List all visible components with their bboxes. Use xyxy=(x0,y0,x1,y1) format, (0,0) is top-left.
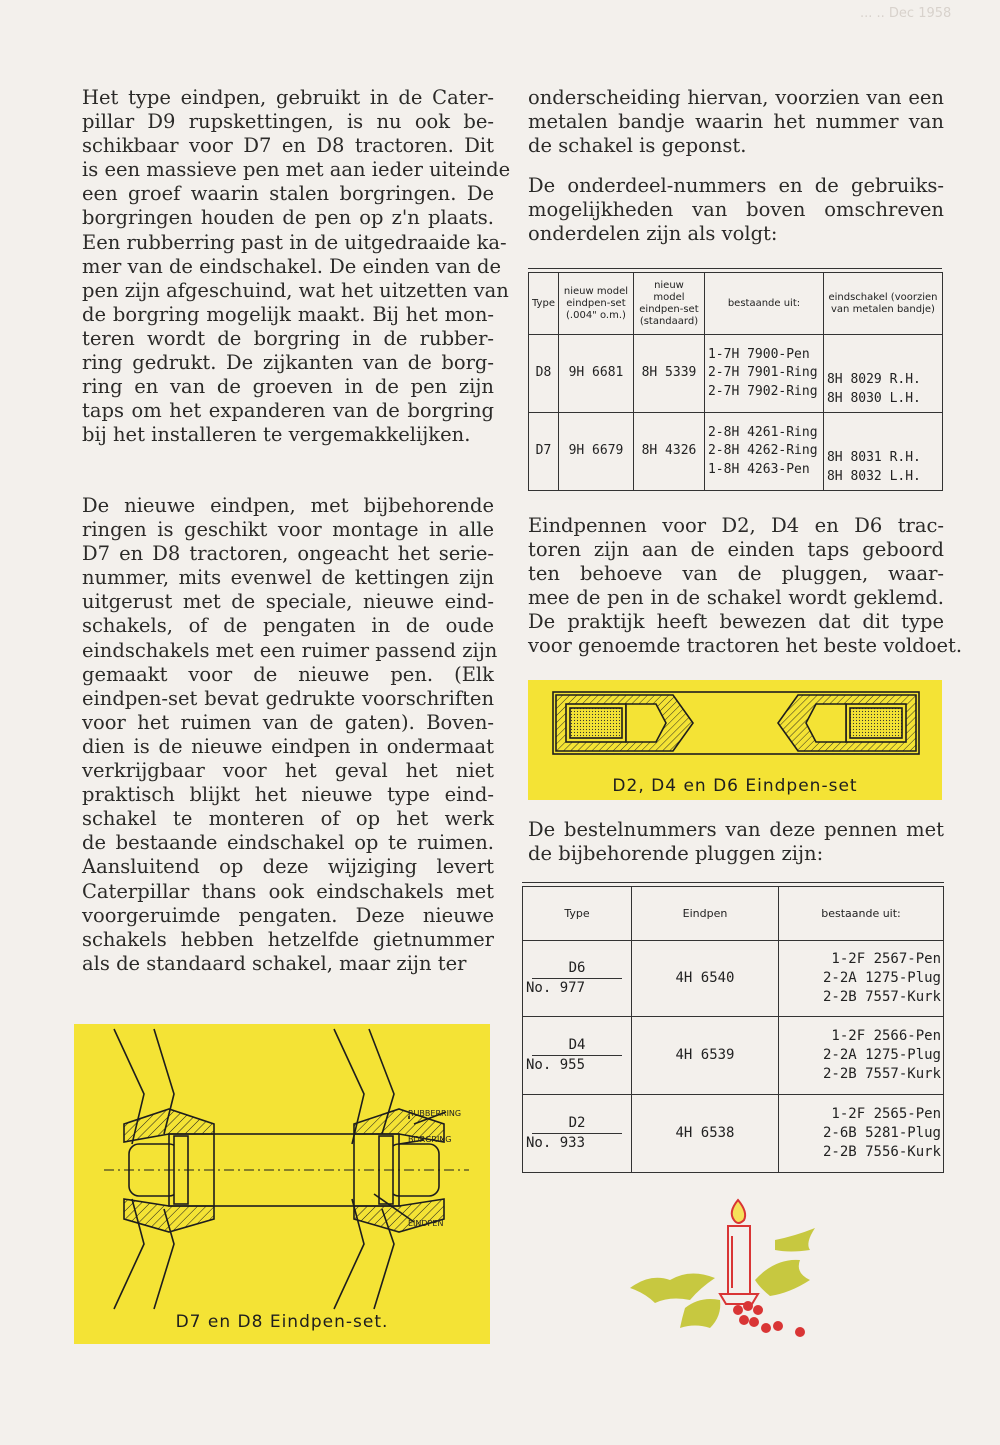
text-line: mee de pen in de schakel wordt geklemd. xyxy=(528,586,944,610)
header-parts: bestaande uit: xyxy=(779,887,944,941)
type-label: D2 xyxy=(532,1114,622,1134)
text-line: de bijbehorende pluggen zijn: xyxy=(528,842,824,866)
header-link: eindschakel (voorzien van metalen bandje) xyxy=(823,273,942,335)
holly-leaf-icon xyxy=(630,1228,815,1328)
text-line: gemaakt voor de nieuwe pen. (Elk xyxy=(82,662,494,686)
table-row xyxy=(523,1017,944,1095)
parts-table-d2-d4-d6 xyxy=(522,886,944,1173)
text-line: ringen is geschikt voor montage in alle xyxy=(82,518,494,542)
cell-link xyxy=(823,335,942,413)
text-line: voorgeruimde pengaten. Deze nieuwe xyxy=(82,903,494,927)
label-rubberring: RUBBERRING xyxy=(408,1109,462,1118)
text-line: eindschakels met een ruimer passend zijn xyxy=(82,638,498,662)
part-line: 2-2A 1275-Plug xyxy=(822,970,941,986)
text-line: metalen bandje waarin het nummer van xyxy=(528,110,944,134)
candle-icon xyxy=(720,1200,758,1304)
cell-eindpen: 4H 6540 xyxy=(632,941,779,1017)
text-line: ring gedrukt. De zijkanten van de borg- xyxy=(82,351,494,375)
text-line: de schakel is geponst. xyxy=(528,134,747,158)
part-line: 2-2B 7557-Kurk xyxy=(822,989,941,1005)
figure-d2-d4-d6-eindpen-set xyxy=(528,680,942,800)
text-line: De praktijk heeft bewezen dat dit type xyxy=(528,610,944,634)
label-borgring: BORGRING xyxy=(408,1135,452,1144)
part-line: 2-2A 1275-Plug xyxy=(822,1047,941,1063)
part-line: 1-2F 2567-Pen xyxy=(831,951,941,967)
part-line: 2-6B 5281-Plug xyxy=(822,1125,941,1141)
text-line: een groef waarin stalen borgringen. De xyxy=(82,182,494,206)
part-line: 1-2F 2565-Pen xyxy=(831,1106,941,1122)
figure-d7-d8-eindpen-set xyxy=(74,1024,490,1344)
text-line: Een rubberring past in de uitgedraaide ka- xyxy=(82,230,507,254)
table-header-row xyxy=(523,887,944,941)
text-line: Eindpennen voor D2, D4 en D6 trac- xyxy=(528,514,944,537)
cell-type xyxy=(523,1017,632,1095)
cell-standard: 8H 5339 xyxy=(633,335,704,413)
type-number: No. 977 xyxy=(526,980,586,996)
text-line: mer van de eindschakel. De einden van de xyxy=(82,254,502,278)
cell-link xyxy=(823,413,942,491)
text-line: de borgring mogelijk maakt. Bij het mon- xyxy=(82,302,494,326)
table-header-row xyxy=(529,273,943,335)
table-row xyxy=(529,335,943,413)
link-line: 8H 8031 R.H. xyxy=(826,450,921,465)
header-parts: bestaande uit: xyxy=(704,273,823,335)
text-line: is een massieve pen met aan ieder uiteinde xyxy=(82,158,511,182)
text-line: Het type eindpen, gebruikt in de Cater- xyxy=(82,86,494,109)
text-line: pillar D9 rupskettingen, is nu ook be- xyxy=(82,110,494,134)
part-line: 2-2B 7557-Kurk xyxy=(822,1066,941,1082)
cell-oversize: 9H 6681 xyxy=(558,335,633,413)
cell-type: D8 xyxy=(529,335,559,413)
text-line: voor genoemde tractoren het beste voldoet. xyxy=(528,634,963,658)
text-line: De bestelnummers van deze pennen met xyxy=(528,818,944,841)
right-paragraph-4 xyxy=(528,818,944,866)
cell-parts xyxy=(779,1017,944,1095)
text-line: D7 en D8 tractoren, ongeacht het serie- xyxy=(82,542,494,566)
cell-standard: 8H 4326 xyxy=(633,413,704,491)
text-line: taps om het expanderen van de borgring xyxy=(82,399,494,423)
text-line: De nieuwe eindpen, met bijbehorende xyxy=(82,494,494,517)
text-line: voor het ruimen van de gaten). Boven- xyxy=(82,710,494,734)
text-line: nummer, mits evenwel de kettingen zijn xyxy=(82,566,494,590)
text-line: uitgerust met de speciale, nieuwe eind- xyxy=(82,590,494,614)
type-number: No. 955 xyxy=(526,1057,586,1073)
label-eindpen: EINDPEN xyxy=(408,1219,444,1228)
text-line: praktisch blijkt het nieuwe type eind- xyxy=(82,783,494,807)
cell-eindpen: 4H 6538 xyxy=(632,1095,779,1173)
text-line: schakel te monteren of op het werk xyxy=(82,807,494,831)
header-eindpen: Eindpen xyxy=(632,887,779,941)
table2-top-rule xyxy=(522,882,944,883)
part-line: 2-8H 4261-Ring xyxy=(707,424,818,440)
cell-parts xyxy=(704,335,823,413)
right-paragraph-1 xyxy=(528,86,944,158)
text-line: dien is de nieuwe eindpen in ondermaat xyxy=(82,734,494,758)
parts-table-d7-d8 xyxy=(528,272,943,491)
type-label: D4 xyxy=(532,1036,622,1056)
part-line: 1-7H 7900-Pen xyxy=(707,346,810,362)
holly-berries-icon xyxy=(733,1301,805,1337)
part-line: 2-7H 7902-Ring xyxy=(707,383,818,399)
table1-top-rule xyxy=(528,268,942,269)
type-label: D6 xyxy=(532,959,622,979)
text-line: mogelijkheden van boven omschreven xyxy=(528,198,944,222)
text-line: De onderdeel-nummers en de gebruiks- xyxy=(528,174,944,197)
link-line: 8H 8029 R.H. xyxy=(826,372,921,387)
cell-parts xyxy=(779,1095,944,1173)
text-line: bij het installeren te vergemakkelijken. xyxy=(82,423,471,447)
part-line: 1-8H 4263-Pen xyxy=(707,461,810,477)
left-paragraph-1 xyxy=(82,86,511,447)
text-line: pen zijn afgeschuind, wat het uitzetten van xyxy=(82,278,509,302)
plug-pin-diagram xyxy=(528,680,942,770)
figure-caption-d2-d4-d6: D2, D4 en D6 Eindpen-set xyxy=(612,776,858,796)
text-line: Caterpillar thans ook eindschakels met xyxy=(82,879,494,903)
candle-holly-decoration xyxy=(620,1188,860,1348)
text-line: ten behoeve van de pluggen, waar- xyxy=(528,562,944,586)
header-type: Type xyxy=(523,887,632,941)
left-paragraph-2 xyxy=(82,494,498,976)
cell-type xyxy=(523,1095,632,1173)
text-line: schakels hebben hetzelfde gietnummer xyxy=(82,927,494,951)
figure-caption-d7-d8: D7 en D8 Eindpen-set. xyxy=(175,1312,389,1332)
text-line: onderdelen zijn als volgt: xyxy=(528,222,778,246)
text-line: schakels, of de pengaten in de oude xyxy=(82,614,494,638)
text-line: schikbaar voor D7 en D8 tractoren. Dit xyxy=(82,134,494,158)
header-type: Type xyxy=(529,273,559,335)
cell-eindpen: 4H 6539 xyxy=(632,1017,779,1095)
type-number: No. 933 xyxy=(526,1135,586,1151)
table-row xyxy=(523,941,944,1017)
header-oversize: nieuw model eindpen-set (.004" o.m.) xyxy=(558,273,633,335)
header-mark: ... .. Dec 1958 xyxy=(860,6,952,21)
table-row xyxy=(529,413,943,491)
text-line: ring en van de groeven in de pen zijn xyxy=(82,375,494,399)
cell-type: D7 xyxy=(529,413,559,491)
cell-oversize: 9H 6679 xyxy=(558,413,633,491)
text-line: verkrijgbaar voor het geval het niet xyxy=(82,759,494,783)
header-standard: nieuw model eindpen-set (standaard) xyxy=(633,273,704,335)
text-line: teren wordt de borgring in de rubber- xyxy=(82,326,494,350)
text-line: borgringen houden de pen op z'n plaats. xyxy=(82,206,494,230)
cell-type xyxy=(523,941,632,1017)
text-line: onderscheiding hiervan, voorzien van een xyxy=(528,86,944,109)
eindpen-diagram xyxy=(74,1024,490,1314)
text-line: toren zijn aan de einden taps geboord xyxy=(528,538,944,562)
cell-parts xyxy=(704,413,823,491)
link-line: 8H 8030 L.H. xyxy=(826,390,921,406)
right-paragraph-3 xyxy=(528,514,963,659)
link-line: 8H 8032 L.H. xyxy=(826,468,921,484)
text-line: de bestaande eindschakel op te ruimen. xyxy=(82,831,494,855)
table-row xyxy=(523,1095,944,1173)
text-line: eindpen-set bevat gedrukte voorschriften xyxy=(82,686,494,710)
text-line: als de standaard schakel, maar zijn ter xyxy=(82,951,467,975)
part-line: 2-8H 4262-Ring xyxy=(707,443,818,459)
right-paragraph-2 xyxy=(528,174,944,246)
text-line: Aansluitend op deze wijziging levert xyxy=(82,855,494,879)
part-line: 2-2B 7556-Kurk xyxy=(822,1144,941,1160)
part-line: 1-2F 2566-Pen xyxy=(831,1028,941,1044)
part-line: 2-7H 7901-Ring xyxy=(707,365,818,381)
cell-parts xyxy=(779,941,944,1017)
